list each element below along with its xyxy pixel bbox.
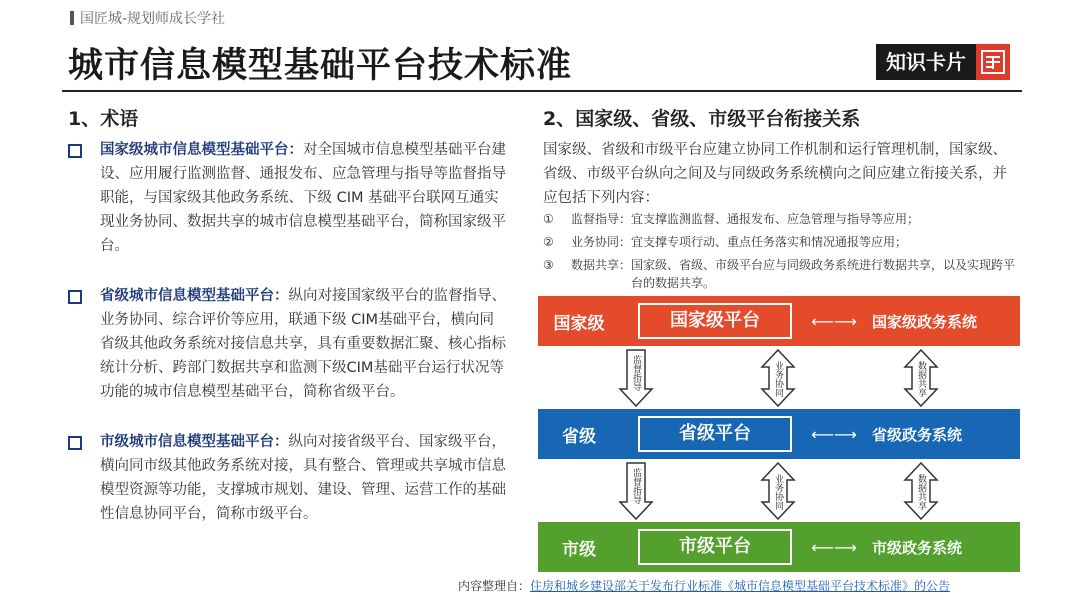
list-item [543, 210, 1023, 228]
connector-label: 监督指导 [631, 355, 641, 391]
source-footer [458, 577, 950, 594]
connector-label: 业务协同 [773, 361, 783, 397]
platform-box: 省级平台 [638, 416, 792, 452]
item-text: 宜支撑专项行动、重点任务落实和情况通报等应用； [631, 235, 908, 249]
term-desc: 纵向对接省级平台、国家级平台，横向同市级其他政务系统对接，具有整合、管理或共享城市信息模型资源等功能，支撑城市规划、建设、管理、运营工作的基础性信息协同平台，简称市级平台。 [100, 434, 506, 522]
term-name: 省级城市信息模型基础平台： [100, 288, 289, 304]
item-label: 业务协同： [571, 235, 632, 249]
gov-system-label: 省级政务系统 [872, 425, 963, 444]
double-arrow-icon: ⟵⟶ [811, 424, 857, 444]
gov-system-label: 市级政务系统 [872, 538, 963, 557]
card-logo-icon [976, 44, 1010, 80]
org-bar [70, 8, 225, 28]
footer-prefix: 内容整理自： [458, 579, 531, 593]
bidirectional-arrow-connector [760, 349, 796, 407]
term-name: 市级城市信息模型基础平台： [100, 434, 289, 450]
level-label: 国家级 [553, 313, 605, 334]
knowledge-card-badge [876, 44, 1010, 80]
list-item [543, 233, 1023, 251]
level-label: 省级 [562, 426, 596, 447]
band-municipal [538, 522, 1020, 572]
page-title: 城市信息模型基础平台技术标准 [68, 46, 573, 86]
item-label: 监督指导： [571, 212, 632, 226]
source-link[interactable]: 住房和城乡建设部关于发布行业标准《城市信息模型基础平台技术标准》的公告 [530, 579, 951, 593]
list-item [543, 256, 1023, 292]
band-national [538, 296, 1020, 346]
platform-box: 市级平台 [638, 529, 792, 565]
bidirectional-arrow-connector [760, 462, 796, 520]
term-name: 国家级城市信息模型基础平台： [100, 142, 303, 158]
section2-intro: 国家级、省级和市级平台应建立协同工作机制和运行管理机制，国家级、省级、市级平台纵向之间及与同级政务系统横向之间应建立衔接关系，并应包括下列内容： [543, 142, 1007, 206]
item-number: ③ [543, 258, 554, 272]
square-bullet-icon [68, 144, 82, 158]
item-text: 国家级、省级、市级平台应与同级政务系统进行数据共享，以及实现跨平台的数据共享。 [631, 258, 1016, 290]
term-desc: 纵向对接国家级平台的监督指导、业务协同、综合评价等应用，联通下级 CIM基础平台，横向同省级其他政务系统对接信息共享，具有重要数据汇聚、核心指标统计分析、跨部门数据共享和监测下级CIM基础平台运行状况等功能的城市信息模型基础平台，简称省级平台。 [100, 288, 506, 400]
term-municipal [68, 430, 508, 526]
connector-label: 监督指导 [631, 468, 641, 504]
bar-mark-icon [70, 11, 74, 25]
down-arrow-connector [618, 462, 654, 520]
connector-label: 数据共享 [916, 474, 926, 510]
card-label: 知识卡片 [876, 44, 976, 80]
org-name: 国匠城-规划师成长学社 [80, 11, 226, 27]
connector-label: 数据共享 [916, 361, 926, 397]
item-number: ① [543, 212, 554, 226]
gov-system-label: 国家级政务系统 [872, 312, 978, 331]
double-arrow-icon: ⟵⟶ [811, 311, 857, 331]
square-bullet-icon [68, 290, 82, 304]
connector-label: 业务协同 [773, 474, 783, 510]
square-bullet-icon [68, 436, 82, 450]
item-number: ② [543, 235, 554, 249]
term-provincial [68, 284, 508, 404]
bidirectional-arrow-connector [903, 462, 939, 520]
section2-title: 2、国家级、省级、市级平台衔接关系 [543, 108, 861, 130]
terms-list [68, 138, 508, 552]
item-label: 数据共享： [571, 258, 632, 272]
band-provincial [538, 409, 1020, 459]
relation-list [543, 210, 1023, 297]
section1-title: 1、术语 [68, 108, 139, 130]
term-desc: 对全国城市信息模型基础平台建设、应用履行监测监督、通报发布、应急管理与指导等监督指导职能，与国家级其他政务系统、下级 CIM 基础平台联网互通实现业务协同、数据共享的城市信息模型基础平台，简称国家级平台。 [100, 142, 506, 254]
level-label: 市级 [562, 539, 596, 560]
header-divider [62, 90, 1022, 92]
double-arrow-icon: ⟵⟶ [811, 537, 857, 557]
bidirectional-arrow-connector [903, 349, 939, 407]
platform-box: 国家级平台 [638, 303, 792, 339]
item-text: 宜支撑监测监督、通报发布、应急管理与指导等应用； [631, 212, 920, 226]
down-arrow-connector [618, 349, 654, 407]
term-national [68, 138, 508, 258]
